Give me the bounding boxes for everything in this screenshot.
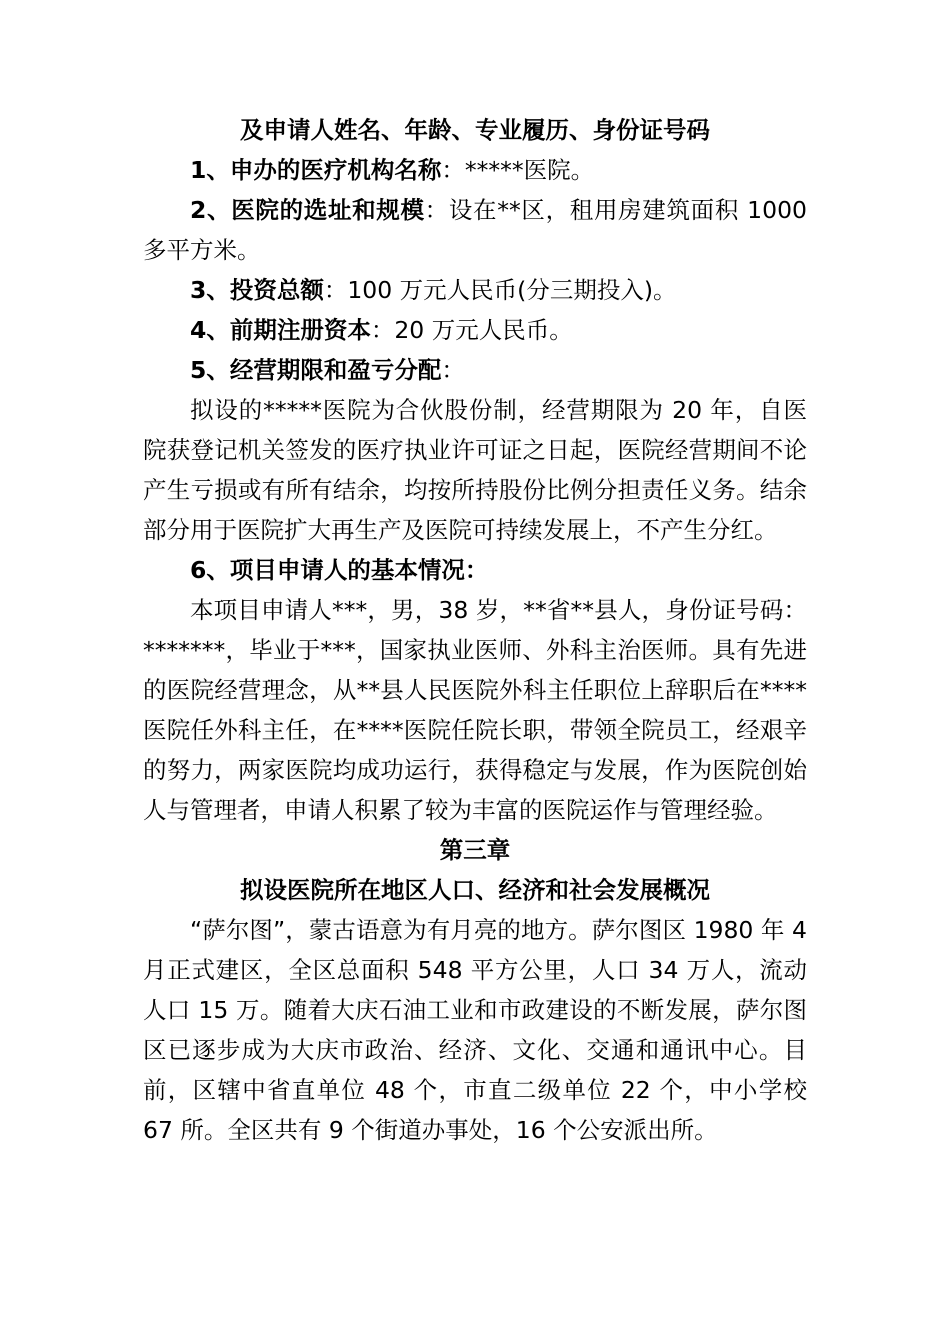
item-1 — [143, 150, 807, 190]
item-1-text: ：*****医院。 — [441, 156, 595, 184]
item-5 — [143, 350, 807, 390]
item-2-label: 2、医院的选址和规模 — [190, 196, 425, 224]
item-4-label: 4、前期注册资本 — [190, 316, 371, 344]
item-5-label: 5、经营期限和盈亏分配 — [190, 356, 442, 384]
item-3-label: 3、投资总额 — [190, 276, 324, 304]
paragraph-profit-distribution: 拟设的*****医院为合伙股份制，经营期限为 20 年，自医院获登记机关签发的医疗执业许可证之日起，医院经营期间不论产生亏损或有所有结余，均按所持股份比例分担责任义务。结余部分用于医院扩大再生产及医院可持续发展上，不产生分红。 — [143, 396, 807, 544]
document-page — [143, 110, 807, 1150]
item-3-text: ：100 万元人民币(分三期投入)。 — [323, 276, 677, 304]
item-3 — [143, 270, 807, 310]
item-4-text: ：20 万元人民币。 — [370, 316, 573, 344]
item-1-label: 1、申办的医疗机构名称 — [190, 156, 442, 184]
chapter-title: 拟设医院所在地区人口、经济和社会发展概况 — [240, 876, 710, 904]
item-2 — [143, 190, 807, 270]
item-5-text: ： — [441, 356, 465, 384]
heading-applicant-info: 及申请人姓名、年龄、专业履历、身份证号码 — [240, 116, 710, 144]
item-6-label: 6、项目申请人的基本情况： — [190, 556, 489, 584]
chapter-heading: 第三章 — [439, 836, 511, 864]
paragraph-applicant: 本项目申请人***，男，38 岁，**省**县人，身份证号码：*******，毕业于***，国家执业医师、外科主治医师。具有先进的医院经营理念，从**县人民医院外科主任职位上辞职后在****医院任外科主任，在****医院任院长职，带领全院员工，经艰辛的努力，两家医院均成功运行，获得稳定与发展，作为医院创始人与管理者，申请人积累了较为丰富的医院运作与管理经验。 — [143, 596, 807, 824]
paragraph-region-overview: “萨尔图”，蒙古语意为有月亮的地方。萨尔图区 1980 年 4 月正式建区，全区总面积 548 平方公里，人口 34 万人，流动人口 15 万。随着大庆石油工业和市政建设的不断发展，萨尔图区已逐步成为大庆市政治、经济、文化、交通和通讯中心。目前，区辖中省直单位 48 个，市直二级单位 22 个，中小学校 67 所。全区共有 9 个街道办事处，16 个公安派出所。 — [143, 916, 807, 1144]
item-2-text: ：设在**区，租用房建筑面积 1000多平方米。 — [143, 196, 807, 264]
item-4 — [143, 310, 807, 350]
